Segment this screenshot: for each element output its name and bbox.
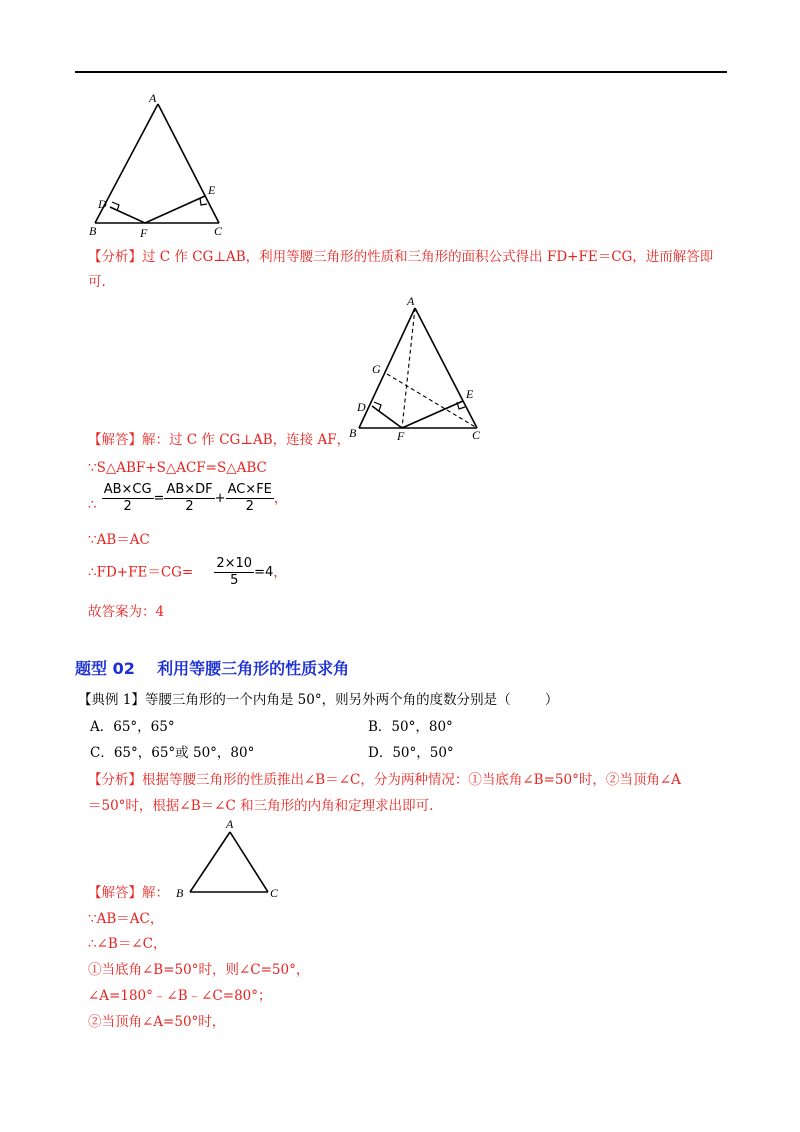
- label-B: B: [349, 426, 357, 440]
- label-F: F: [140, 226, 148, 240]
- answer-line: 故答案为：4: [88, 604, 165, 620]
- fraction-ab-df: [164, 482, 214, 515]
- label-G: G: [372, 362, 381, 376]
- comma: ，: [273, 490, 288, 507]
- solution-2-line-4: ∠A=180°﹣∠B﹣∠C=80°；: [88, 988, 272, 1004]
- numerator: 2×10: [216, 556, 253, 571]
- result-prefix: ∴FD+FE＝CG=: [88, 564, 194, 581]
- denominator: 2: [185, 499, 194, 514]
- numerator: AC×FE: [227, 482, 272, 497]
- triangle-figure-2: [345, 294, 495, 444]
- label-F: F: [397, 429, 405, 443]
- plus-sign: +: [214, 491, 226, 506]
- numerator: AB×DF: [166, 482, 213, 497]
- denominator: 2: [245, 499, 254, 514]
- area-equation: ∵S△ABF+S△ACF=S△ABC: [88, 460, 267, 476]
- solution-2-line-3: ①当底角∠B=50°时，则∠C=50°，: [88, 962, 310, 978]
- label-C: C: [270, 886, 279, 900]
- label-E: E: [208, 183, 216, 197]
- label-D: D: [98, 197, 107, 211]
- option-b: B．50°，80°: [368, 719, 453, 735]
- therefore-symbol: ∴: [88, 497, 97, 513]
- analysis-1-line-1: 【分析】过 C 作 CG⊥AB，利用等腰三角形的性质和三角形的面积公式得出 FD+FE＝CG，进而解答即: [88, 249, 714, 265]
- header-rule: [75, 71, 727, 73]
- label-E: E: [466, 387, 474, 401]
- triangle-figure-1: [85, 90, 235, 240]
- equals-sign: =: [153, 491, 165, 506]
- label-B: B: [89, 224, 97, 238]
- denominator: 5: [230, 573, 239, 588]
- analysis-1-line-2: 可.: [88, 274, 106, 290]
- solution-1-intro: 【解答】解：过 C 作 CG⊥AB，连接 AF，: [88, 432, 351, 448]
- result-suffix: =4: [254, 565, 274, 580]
- option-a: A．65°，65°: [90, 719, 175, 735]
- section-title: 题型 02 利用等腰三角形的性质求角: [75, 659, 350, 678]
- denominator: 2: [123, 499, 132, 514]
- label-A: A: [407, 294, 415, 308]
- triangle-figure-3: [170, 815, 290, 905]
- solution-2-line-5: ②当顶角∠A=50°时，: [88, 1014, 226, 1030]
- label-B: B: [176, 886, 184, 900]
- result-equation: [88, 556, 287, 589]
- fraction-ab-cg: [102, 482, 154, 515]
- solution-2-intro: 【解答】解：: [88, 885, 169, 901]
- label-C: C: [214, 224, 223, 238]
- solution-2-line-2: ∴∠B＝∠C，: [88, 936, 167, 952]
- ab-equals-ac: ∵AB＝AC: [88, 532, 150, 548]
- fraction-2x10-5: [214, 556, 254, 589]
- option-c: C．65°，65°或 50°，80°: [90, 745, 255, 761]
- comma: ，: [273, 564, 287, 581]
- label-D: D: [357, 400, 366, 414]
- numerator: AB×CG: [103, 482, 152, 497]
- label-A: A: [226, 817, 234, 831]
- label-A: A: [149, 91, 157, 105]
- analysis-2-line-2: ＝50°时，根据∠B＝∠C 和三角形的内角和定理求出即可.: [88, 798, 434, 814]
- label-C: C: [472, 428, 481, 442]
- example-1-stem: 【典例 1】等腰三角形的一个内角是 50°，则另外两个角的度数分别是（ ）: [78, 692, 559, 708]
- option-d: D．50°，50°: [368, 745, 454, 761]
- fraction-equation: [88, 482, 287, 515]
- analysis-2-line-1: 【分析】根据等腰三角形的性质推出∠B＝∠C，分为两种情况：①当底角∠B=50°时，②当顶角∠A: [88, 772, 681, 788]
- solution-2-line-1: ∵AB＝AC，: [88, 911, 164, 927]
- fraction-ac-fe: [226, 482, 274, 515]
